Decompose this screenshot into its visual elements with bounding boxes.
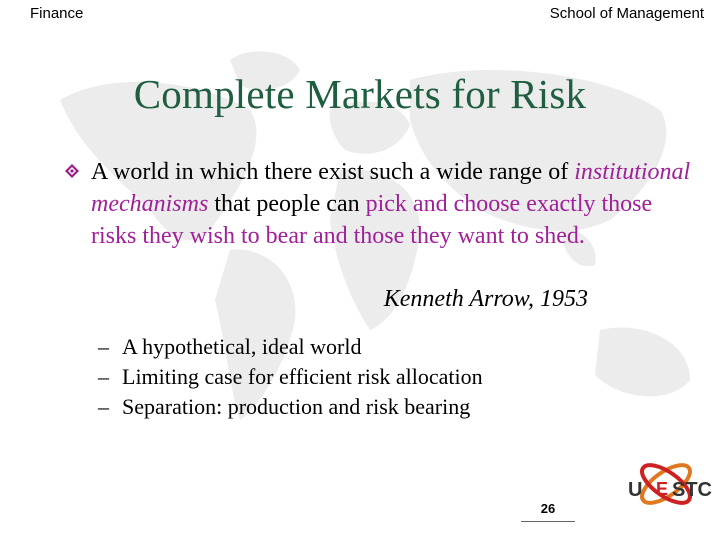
svg-text:E: E [656, 479, 669, 499]
slide-title: Complete Markets for Risk [133, 71, 587, 117]
emphasis-pick-and-choose: pick and choose exactly those risks they wish to bear and those they want to shed. [91, 191, 653, 249]
quote-attribution: Kenneth Arrow, 1953 [383, 286, 588, 312]
sub-bullet-item [98, 362, 483, 392]
sub-bullet-text: Limiting case for efficient risk allocation [122, 364, 483, 389]
emphasis-institutional-mechanisms: institutional mechanisms [91, 159, 691, 217]
sub-bullet-text: A hypothetical, ideal world [122, 334, 362, 359]
uestc-logo [622, 450, 716, 522]
dash-marker: – [98, 334, 109, 359]
page-number: 26 [540, 501, 556, 516]
diamond-bullet-icon [65, 164, 79, 178]
bullet-text-part: that people can [208, 191, 366, 217]
header-course-label: Finance [30, 5, 84, 22]
svg-text:STC: STC [672, 479, 712, 501]
dash-marker: – [98, 364, 109, 389]
sub-bullet-list [98, 332, 483, 422]
svg-text:U: U [628, 479, 643, 501]
dash-marker: – [98, 394, 109, 419]
bullet-text-part: A world in which there exist such a wide range of [91, 159, 575, 185]
footer-divider [521, 521, 575, 522]
main-bullet-text [91, 156, 701, 252]
sub-bullet-item [98, 392, 483, 422]
sub-bullet-text: Separation: production and risk bearing [122, 394, 471, 419]
header-school-label: School of Management [549, 5, 704, 22]
sub-bullet-item [98, 332, 483, 362]
